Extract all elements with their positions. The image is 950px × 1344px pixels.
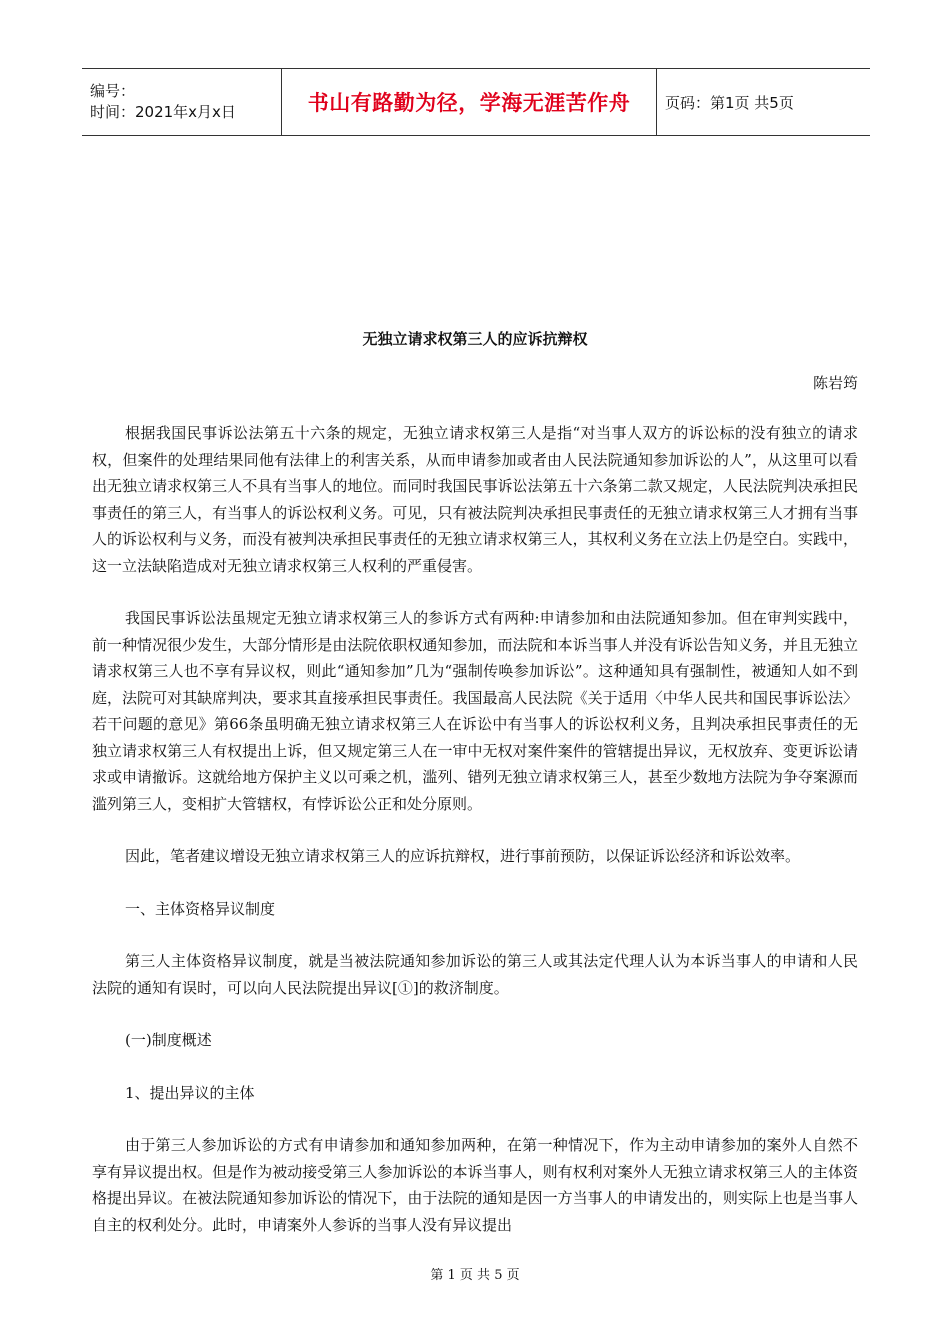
body-paragraph: 由于第三人参加诉讼的方式有申请参加和通知参加两种，在第一种情况下，作为主动申请参加的案外人自然不享有异议提出权。但是作为被动接受第三人参加诉讼的本诉当事人，则有权利对案外人无独立请求权第三人的主体资格提出异议。在被法院通知参加诉讼的情况下，由于法院的通知是因一方当事人的申请发出的，则实际上也是当事人自主的权利处分。此时，申请案外人参诉的当事人没有异议提出 [92,1136,858,1234]
page-footer: 第 1 页 共 5 页 [430,1268,520,1283]
document-time-label: 时间：2021年x月x日 [90,103,236,121]
header-meta [82,69,281,135]
document-body [92,420,858,1264]
body-paragraph: 第三人主体资格异议制度，就是当被法院通知参加诉讼的第三人或其法定代理人认为本诉当事人的申请和人民法院的通知有误时，可以向人民法院提出异议[①]的救济制度。 [92,952,858,997]
document-author: 陈岩筠 [812,374,858,392]
section-heading: 一、主体资格异议制度 [125,899,276,918]
document-title: 无独立请求权第三人的应诉抗辩权 [362,330,588,348]
page-header [82,68,870,136]
body-paragraph: 我国民事诉讼法虽规定无独立请求权第三人的参诉方式有两种:申请参加和由法院通知参加。但在审判实践中，前一种情况很少发生，大部分情形是由法院依职权通知参加，而法院和本诉当事人并没有诉讼告知义务，并且无独立请求权第三人也不享有异议权，则此“通知参加”几为“强制传唤参加诉讼”。这种通知具有强制性，被通知人如不到庭，法院可对其缺席判决，要求其直接承担民事责任。我国最高人民法院《关于适用〈中华人民共和国民事诉讼法〉若干问题的意见》第66条虽明确无独立请求权第三人在诉讼中有当事人的诉讼权利义务，且判决承担民事责任的无独立请求权第三人有权提出上诉，但又规定第三人在一审中无权对案件案件的管辖提出异议，无权放弃、变更诉讼请求或申请撤诉。这就给地方保护主义以可乘之机，滥列、错列无独立请求权第三人，甚至少数地方法院为争夺案源而滥列第三人，变相扩大管辖权，有悖诉讼公正和处分原则。 [92,609,858,813]
document-number-label: 编号： [90,82,136,100]
subsection-heading: (一)制度概述 [125,1031,212,1049]
header-motto-cell [281,69,657,135]
header-page-number: 页码：第1页 共5页 [665,93,794,112]
header-motto: 书山有路勤为径，学海无涯苦作舟 [307,91,631,115]
body-paragraph: 根据我国民事诉讼法第五十六条的规定，无独立请求权第三人是指“对当事人双方的诉讼标的没有独立的请求权，但案件的处理结果同他有法律上的利害关系，从而申请参加或者由人民法院通知参加诉讼的人”，从这里可以看出无独立请求权第三人不具有当事人的地位。而同时我国民事诉讼法第五十六条第二款又规定，人民法院判决承担民事责任的第三人，有当事人的诉讼权利义务。可见，只有被法院判决承担民事责任的无独立请求权第三人才拥有当事人的诉讼权利与义务，而没有被判决承担民事责任的无独立请求权第三人，其权利义务在立法上仍是空白。实践中，这一立法缺陷造成对无独立请求权第三人权利的严重侵害。 [92,424,858,575]
header-page-cell [657,69,794,135]
subsection-heading: 1、提出异议的主体 [125,1083,255,1102]
body-paragraph: 因此，笔者建议增设无独立请求权第三人的应诉抗辩权，进行事前预防，以保证诉讼经济和诉讼效率。 [125,847,801,865]
